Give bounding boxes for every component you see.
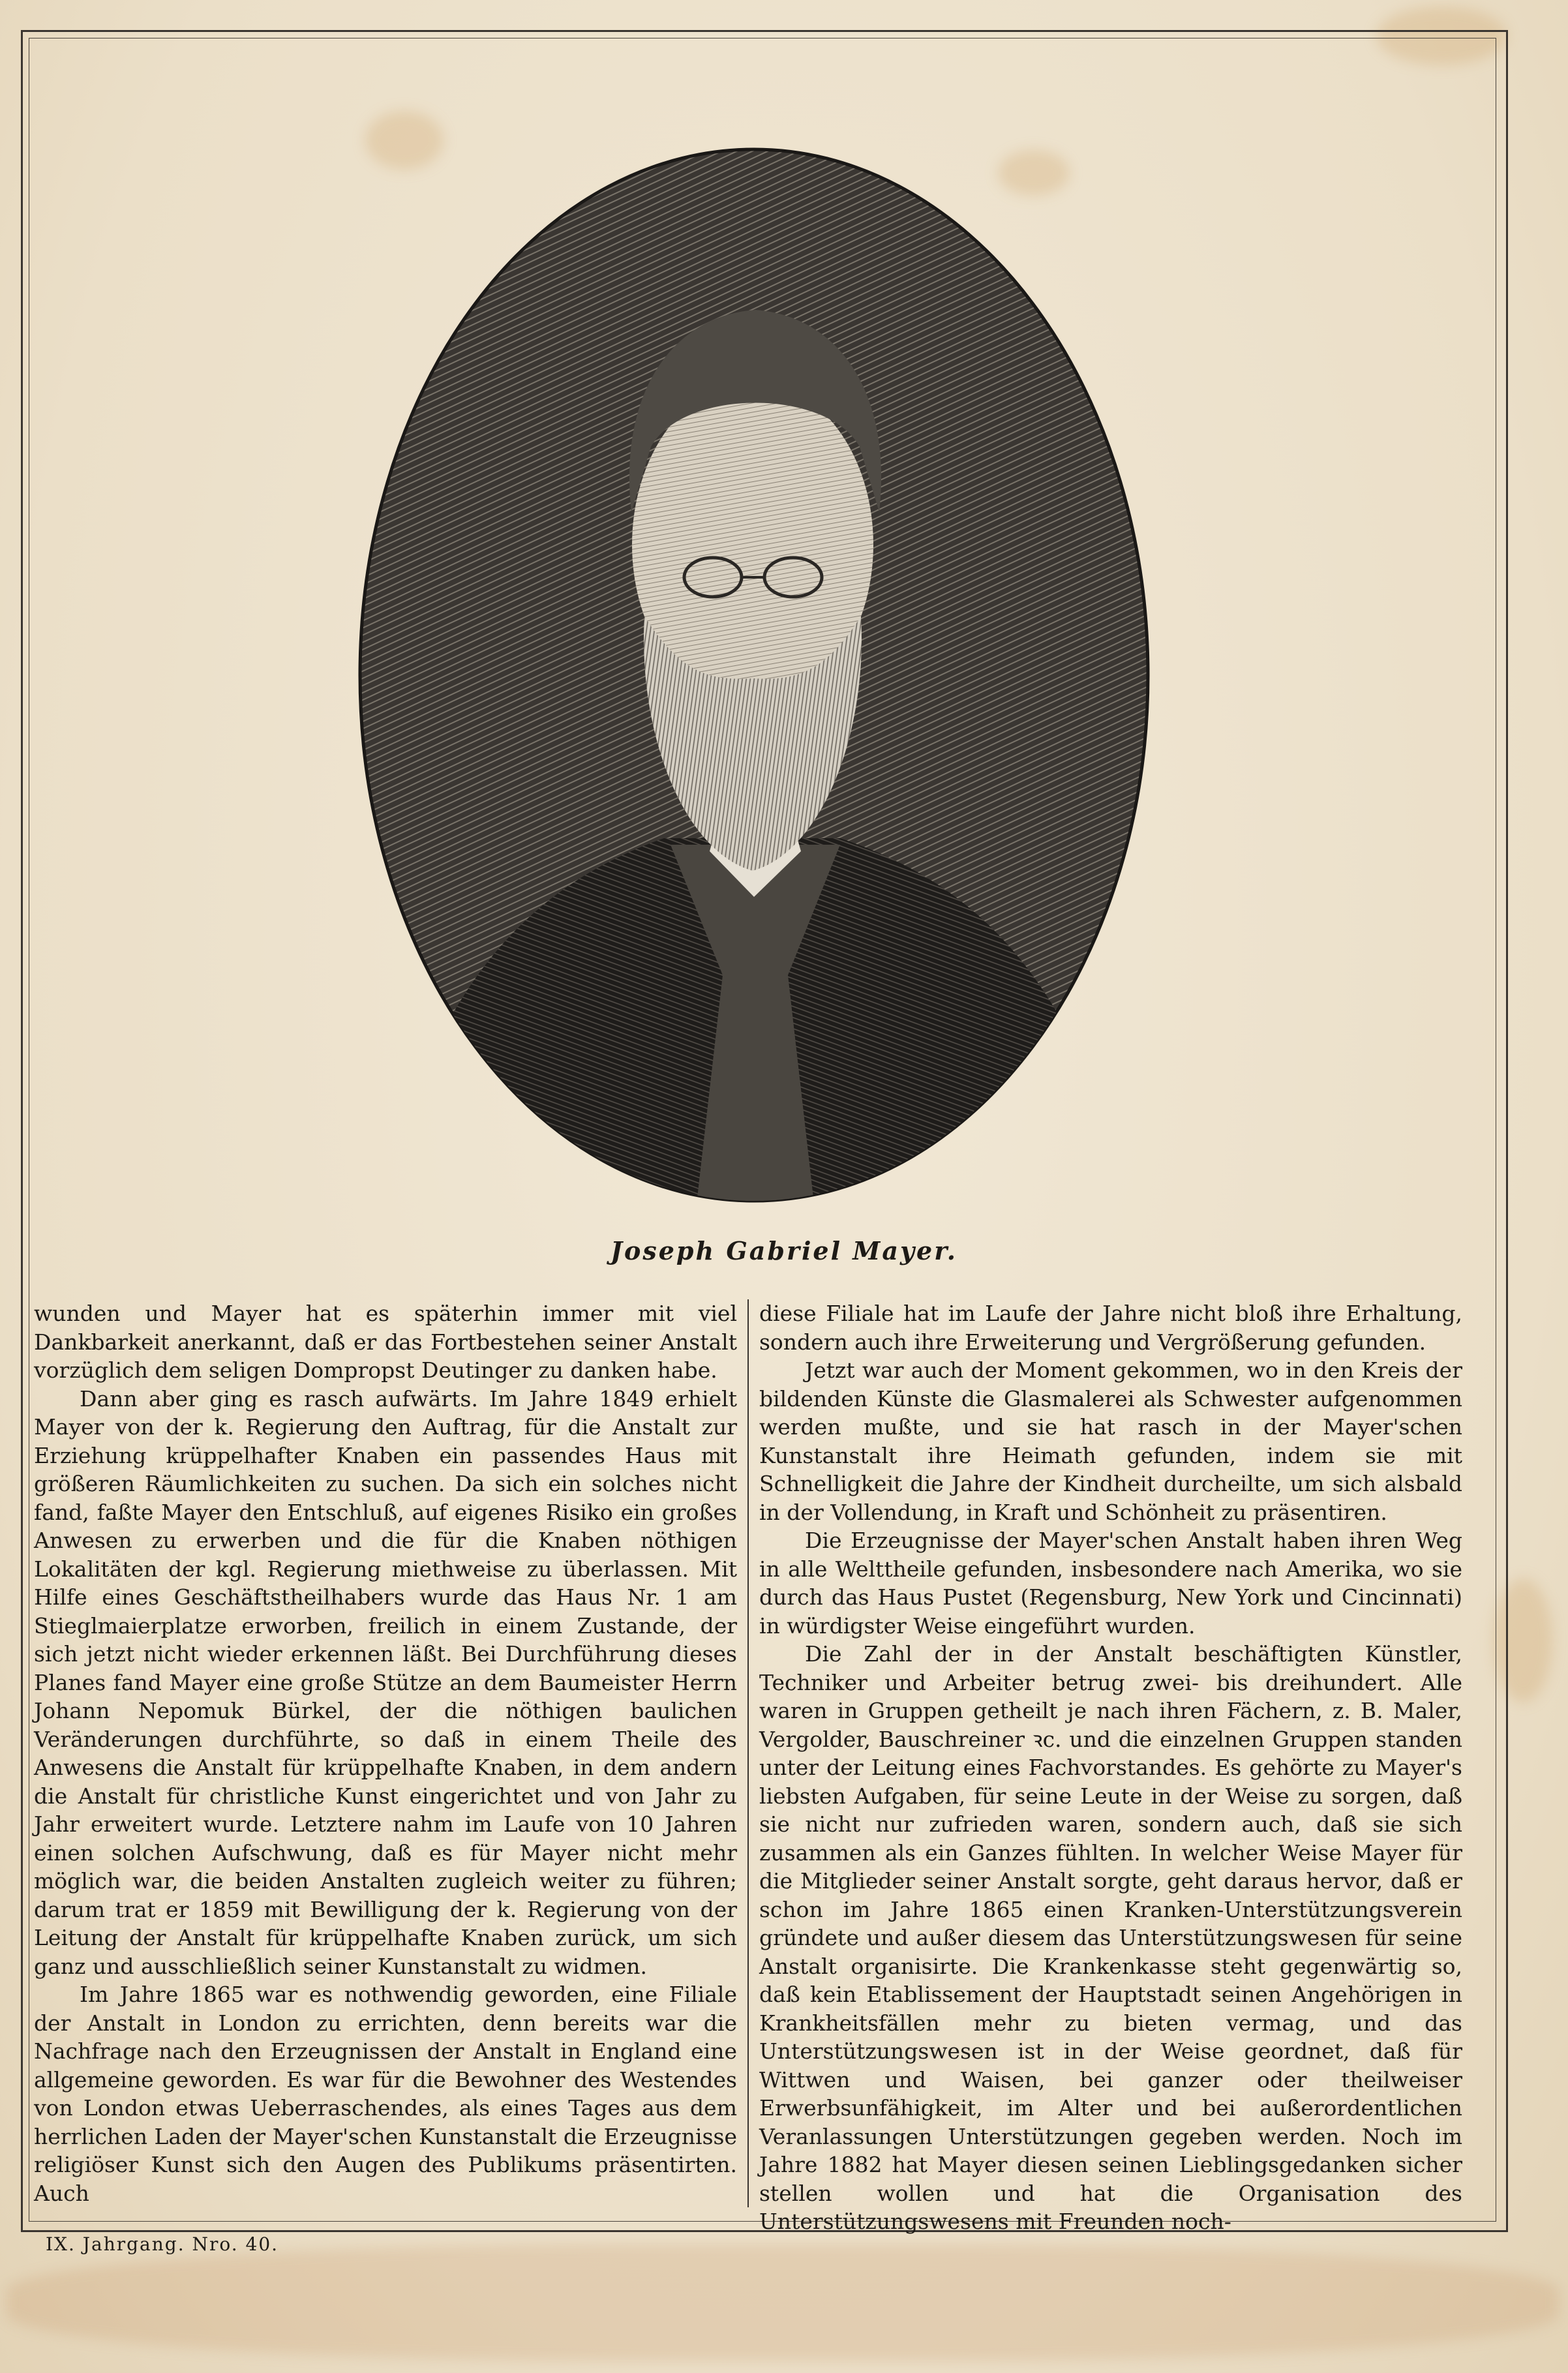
paragraph: Dann aber ging es rasch aufwärts. Im Jahre 1849 erhielt Mayer von der k. Regierung den Auftrag, für die Anstalt zur Erziehung krüppelhafter Knaben ein passendes Haus mit größeren Räumlichkeiten zu suchen. Da sich ein solches nicht fand, faßte Mayer den Entschluß, auf eigenes Risiko ein großes Anwesen zu erwerben und die für die Knaben nöthigen Lokalitäten der kgl. Regierung miethweise zu überlassen. Mit Hilfe eines Geschäftstheilhabers wurde das Haus Nr. 1 am Stieglmaierplatze erworben, freilich in einem Zustande, der sich jetzt nicht wieder erkennen läßt. Bei Durchführung dieses Planes fand Mayer eine große Stütze an dem Baumeister Herrn Johann Nepomuk Bürkel, der die nöthigen baulichen Veränderungen durchführte, so daß in einem Theile des Anwesens die Anstalt für krüppelhafte Knaben, in dem andern die Anstalt für christliche Kunst eingerichtet und von Jahr zu Jahr erweitert wurde. Letztere nahm im Laufe von 10 Jahren einen solchen Aufschwung, daß es für Mayer nicht mehr möglich war, die beiden Anstalten zugleich weiter zu führen; darum trat er 1859 mit Bewilligung der k. Regierung von der Leitung der Anstalt für krüppelhafte Knaben zurück, um sich ganz und ausschließlich seiner Kunstanstalt zu widmen.: [34, 1385, 737, 1979]
bottom-stain: [7, 2244, 1559, 2361]
paragraph: diese Filiale hat im Laufe der Jahre nicht bloß ihre Erhaltung, sondern auch ihre Erweiterung und Vergrößerung gefunden.: [759, 1301, 1462, 1355]
footer-issue-label: IX. Jahrgang. Nro. 40.: [46, 2233, 279, 2255]
paragraph: Jetzt war auch der Moment gekommen, wo in den Kreis der bildenden Künste die Glasmalerei als Schwester aufgenommen werden mußte, und sie hat rasch in der Mayer'schen Kunstanstalt ihre Heimath gefunden, indem sie mit Schnelligkeit die Jahre der Kindheit durcheilte, um sich alsbald in der Vollendung, in Kraft und Schönheit zu präsentiren.: [759, 1357, 1462, 1525]
column-divider: [747, 1299, 749, 2207]
paragraph: Im Jahre 1865 war es nothwendig geworden, eine Filiale der Anstalt in London zu errichten, denn bereits war die Nachfrage nach den Erzeugnissen der Anstalt in England eine allgemeine geworden. Es war für die Bewohner des Westendes von London etwas Ueberraschendes, als eines Tages aus dem herrlichen Laden der Mayer'schen Kunstanstalt die Erzeugnisse religiöser Kunst sich den Augen des Publikums präsentirten. Auch: [34, 1982, 737, 2206]
portrait-engraving: [357, 147, 1151, 1203]
paragraph: Die Zahl der in der Anstalt beschäftigten Künstler, Techniker und Arbeiter betrug zwei- bis dreihundert. Alle waren in Gruppen getheilt je nach ihren Fächern, z. B. Maler, Vergolder, Bauschreiner ꝛc. und die einzelnen Gruppen standen unter der Leitung eines Fachvorstandes. Es gehörte zu Mayer's liebsten Aufgaben, für seine Leute in der Weise zu sorgen, daß sie nicht nur zufrieden waren, sondern auch, daß sie sich zusammen als ein Ganzes fühlten. In welcher Weise Mayer für die Mitglieder seiner Anstalt sorgte, geht daraus hervor, daß er schon im Jahre 1865 einen Kranken-Unterstützungsverein gründete und außer diesem das Unterstützungswesen für seine Anstalt organisirte. Die Krankenkasse steht gegenwärtig so, daß kein Etablissement der Hauptstadt seinen Angehörigen in Krankheitsfällen mehr zu bieten vermag, und das Unterstützungswesen ist in der Weise geordnet, daß für Wittwen und Waisen, bei ganzer oder theilweiser Erwerbsunfähigkeit, im Alter und bei außerordentlichen Veranlassungen Unterstützungen gegeben werden. Noch im Jahre 1882 hat Mayer diesen seinen Lieblingsgedanken sicher stellen wollen und hat die Organisation des Unterstützungswesens mit Freunden noch-: [759, 1641, 1462, 2234]
text-column-left: [34, 1299, 737, 2213]
portrait-caption: Joseph Gabriel Mayer.: [611, 1236, 957, 1265]
paragraph: wunden und Mayer hat es späterhin immer mit viel Dankbarkeit anerkannt, daß er das Fortbestehen seiner Anstalt vorzüglich dem seligen Dompropst Deutinger zu danken habe.: [34, 1301, 737, 1383]
text-column-right: [759, 1299, 1462, 2234]
paragraph: Die Erzeugnisse der Mayer'schen Anstalt haben ihren Weg in alle Welttheile gefunden, insbesondere nach Amerika, wo sie durch das Haus Pustet (Regensburg, New York und Cincinnati) in würdigster Weise eingeführt wurden.: [759, 1528, 1462, 1639]
